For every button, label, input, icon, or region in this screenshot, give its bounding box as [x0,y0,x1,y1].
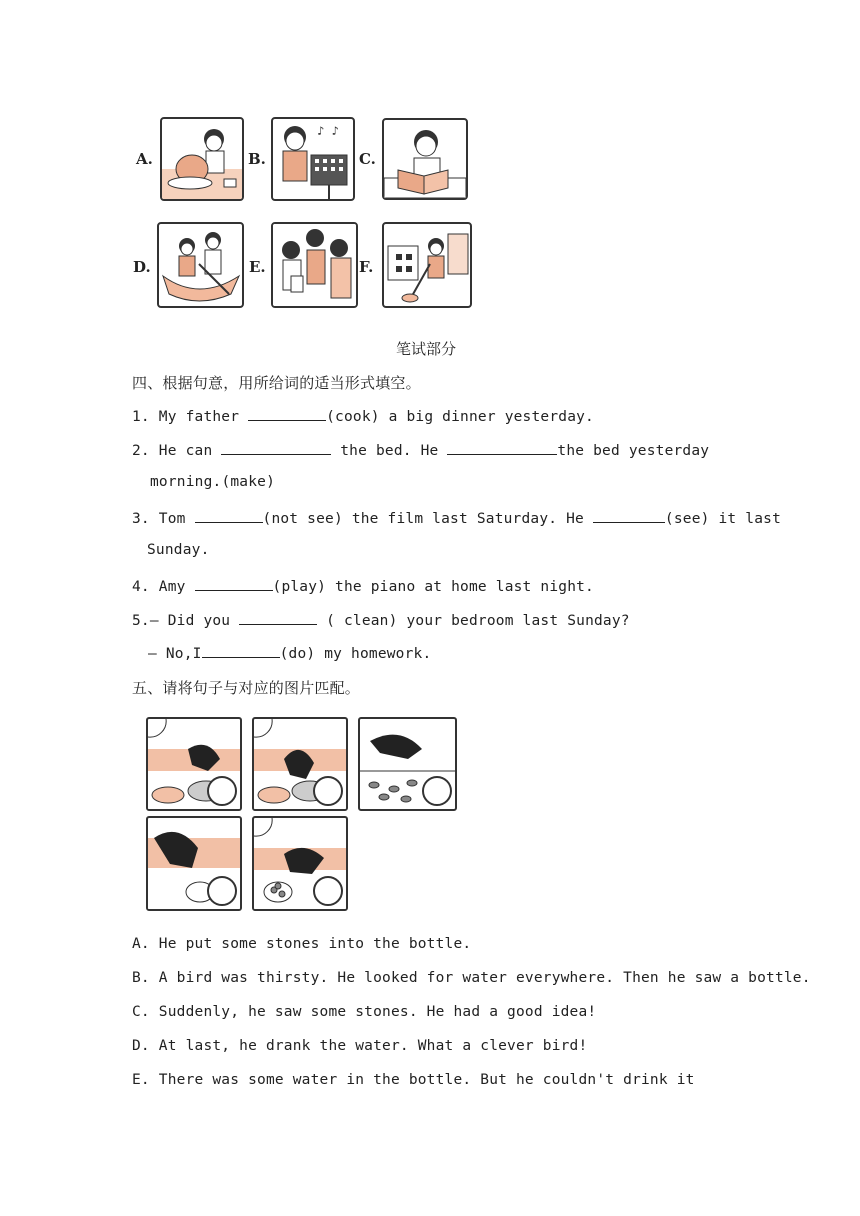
part5-heading: 五、请将句子与对应的图片匹配。 [132,679,361,697]
section-title: 笔试部分 [396,340,457,358]
crow-picture-1-answer-circle[interactable] [207,776,237,806]
part4-heading: 四、根据句意，用所给词的适当形式填空。 [132,374,421,392]
q5-answer-prefix: — No,I [148,646,202,662]
question-2 [132,440,709,459]
crow-picture-3 [358,717,457,811]
sentence-c: C. Suddenly, he saw some stones. He had a good idea! [132,1004,597,1020]
q5-prefix: 5.— Did you [132,613,240,629]
question-1 [132,406,594,425]
svg-text:♪ ♪: ♪ ♪ [317,124,339,138]
picture-c-reading [382,118,468,200]
crow-picture-4 [146,816,242,911]
question-5 [132,610,630,629]
q3-middle: (not see) the film last Saturday. He [262,511,593,527]
sentence-e: E. There was some water in the bottle. But he couldn't drink it [132,1072,695,1088]
picture-a-washing [160,117,244,201]
q3-blank-2[interactable] [593,508,665,523]
question-3-continuation: Sunday. [147,542,210,558]
q2-suffix: the bed yesterday [557,443,710,459]
q2-blank-1[interactable] [221,440,331,455]
q2-prefix: 2. He can [132,443,222,459]
picture-b-singing [271,117,355,201]
crow-picture-1 [146,717,242,811]
picture-label-c: C. [359,150,376,168]
crow-picture-5 [252,816,348,911]
question-4 [132,576,594,595]
q2-middle: the bed. He [331,443,448,459]
q4-suffix: (play) the piano at home last night. [272,579,594,595]
q5-suffix: ( clean) your bedroom last Sunday? [317,613,630,629]
picture-e-cinema [271,222,358,308]
q5-blank-2[interactable] [202,643,280,658]
q4-prefix: 4. Amy [132,579,195,595]
question-2-continuation: morning.(make) [150,474,276,490]
picture-label-f: F. [359,258,374,276]
picture-label-b: B. [248,150,266,168]
sentence-b: B. A bird was thirsty. He looked for water everywhere. Then he saw a bottle. [132,970,811,986]
crow-picture-5-answer-circle[interactable] [313,876,343,906]
q5-blank-1[interactable] [239,610,317,625]
question-3 [132,508,781,527]
sentence-a: A. He put some stones into the bottle. [132,936,472,952]
question-5-answer [148,643,431,662]
q3-prefix: 3. Tom [132,511,195,527]
crow-picture-2 [252,717,348,811]
sentence-d: D. At last, he drank the water. What a clever bird! [132,1038,588,1054]
crow-picture-3-answer-circle[interactable] [422,776,452,806]
q1-blank[interactable] [248,406,326,421]
picture-label-d: D. [133,258,151,276]
q1-prefix: 1. My father [132,409,249,425]
picture-f-sweeping [382,222,472,308]
picture-label-a: A. [136,150,153,168]
picture-label-e: E. [249,258,266,276]
crow-picture-4-answer-circle[interactable] [207,876,237,906]
picture-d-boating [157,222,244,308]
q2-blank-2[interactable] [447,440,557,455]
q1-hint: (cook) a big dinner yesterday. [326,409,594,425]
crow-picture-2-answer-circle[interactable] [313,776,343,806]
q4-blank[interactable] [195,576,273,591]
q3-blank-1[interactable] [195,508,263,523]
q5-answer-suffix: (do) my homework. [279,646,432,662]
q3-suffix: (see) it last [664,511,782,527]
